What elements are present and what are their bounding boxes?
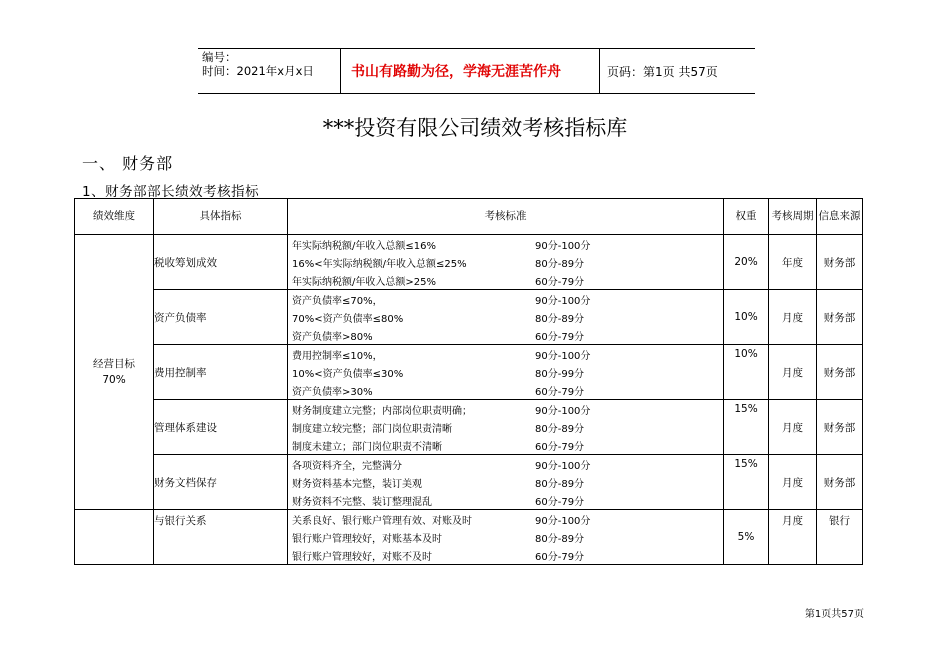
- criteria-score: 80分-89分: [535, 313, 585, 325]
- header-indicator: 具体指标: [154, 199, 288, 235]
- criteria-text: 10%<资产负债率≤30%: [292, 368, 404, 380]
- table-row: [75, 235, 863, 290]
- header-weight: 权重: [724, 199, 769, 235]
- criteria-text: 资产负债率>30%: [292, 386, 373, 398]
- criteria-score: 60分-79分: [535, 441, 585, 453]
- criteria-text: 费用控制率≤10%，: [292, 350, 383, 362]
- criteria-score: 90分-100分: [535, 515, 591, 527]
- criteria-score: 60分-79分: [535, 386, 585, 398]
- weight-cell: 10%: [724, 290, 769, 345]
- source-cell: 财务部: [817, 400, 863, 455]
- weight-cell: 15%: [724, 455, 769, 510]
- group-dimension-cell: [75, 235, 154, 510]
- criteria-score: 60分-79分: [535, 551, 585, 563]
- criteria-score: 90分-100分: [535, 460, 591, 472]
- kpi-table: [74, 198, 863, 565]
- table-row: [75, 290, 863, 345]
- criteria-cell: [288, 345, 724, 400]
- criteria-line: [288, 290, 723, 308]
- criteria-text: 年实际纳税额/年收入总额>25%: [292, 276, 436, 288]
- weight-cell: 15%: [724, 400, 769, 455]
- criteria-line: [288, 528, 723, 546]
- indicator-cell: 资产负债率: [154, 290, 288, 345]
- criteria-cell: [288, 235, 724, 290]
- criteria-text: 财务资料不完整、装订整理混乱: [292, 496, 432, 508]
- subsection-heading: 1、财务部部长绩效考核指标: [82, 184, 260, 200]
- criteria-line: [288, 235, 723, 253]
- criteria-line: [288, 455, 723, 473]
- criteria-score: 60分-79分: [535, 331, 585, 343]
- criteria-text: 关系良好、银行账户管理有效、对账及时: [292, 515, 472, 527]
- criteria-line: [288, 308, 723, 326]
- cycle-cell: 月度: [769, 510, 817, 565]
- header-meta: [202, 50, 314, 78]
- source-cell: 财务部: [817, 455, 863, 510]
- cycle-cell: 月度: [769, 290, 817, 345]
- header-source: 信息来源: [817, 199, 863, 235]
- criteria-text: 各项资料齐全，完整满分: [292, 460, 402, 472]
- cycle-cell: 月度: [769, 400, 817, 455]
- indicator-cell: 管理体系建设: [154, 400, 288, 455]
- criteria-line: [288, 326, 723, 344]
- header-dimension: 绩效维度: [75, 199, 154, 235]
- header-page-info: 页码：第1页 共57页: [607, 64, 718, 79]
- table-row: [75, 400, 863, 455]
- criteria-text: 银行账户管理较好，对账基本及时: [292, 533, 442, 545]
- criteria-score: 80分-89分: [535, 533, 585, 545]
- criteria-text: 16%<年实际纳税额/年收入总额≤25%: [292, 258, 467, 270]
- table-row: [75, 510, 863, 565]
- criteria-score: 90分-100分: [535, 295, 591, 307]
- table-row: [75, 455, 863, 510]
- criteria-line: [288, 436, 723, 454]
- group-dimension: 经营目标: [93, 358, 135, 370]
- indicator-cell: 财务文档保存: [154, 455, 288, 510]
- criteria-cell: [288, 455, 724, 510]
- cycle-cell: 月度: [769, 455, 817, 510]
- criteria-text: 制度未建立；部门岗位职责不清晰: [292, 441, 442, 453]
- criteria-score: 90分-100分: [535, 405, 591, 417]
- header-cycle: 考核周期: [769, 199, 817, 235]
- source-cell: 财务部: [817, 235, 863, 290]
- header-divider: [599, 49, 600, 93]
- criteria-text: 资产负债率>80%: [292, 331, 373, 343]
- criteria-score: 60分-79分: [535, 276, 585, 288]
- table-header-row: [75, 199, 863, 235]
- source-cell: 财务部: [817, 290, 863, 345]
- criteria-score: 90分-100分: [535, 350, 591, 362]
- page-header: [198, 48, 755, 94]
- criteria-score: 80分-89分: [535, 258, 585, 270]
- weight-cell: 20%: [724, 235, 769, 290]
- criteria-text: 年实际纳税额/年收入总额≤16%: [292, 240, 436, 252]
- indicator-cell: 税收筹划成效: [154, 235, 288, 290]
- criteria-line: [288, 271, 723, 289]
- criteria-text: 财务资料基本完整，装订美观: [292, 478, 422, 490]
- empty-dimension-cell: [75, 510, 154, 565]
- section-heading: 一、 财务部: [82, 154, 174, 173]
- criteria-text: 银行账户管理较好，对账不及时: [292, 551, 432, 563]
- source-cell: 银行: [817, 510, 863, 565]
- criteria-text: 资产负债率≤70%，: [292, 295, 383, 307]
- header-number-label: 编号：: [202, 50, 237, 64]
- criteria-line: [288, 345, 723, 363]
- criteria-line: [288, 510, 723, 528]
- criteria-score: 80分-89分: [535, 423, 585, 435]
- criteria-line: [288, 546, 723, 564]
- cycle-cell: 月度: [769, 345, 817, 400]
- criteria-line: [288, 363, 723, 381]
- criteria-line: [288, 491, 723, 509]
- document-title: ***投资有限公司绩效考核指标库: [322, 116, 628, 140]
- page-footer: 第1页共57页: [804, 609, 864, 620]
- criteria-score: 90分-100分: [535, 240, 591, 252]
- indicator-cell: 费用控制率: [154, 345, 288, 400]
- criteria-text: 70%<资产负债率≤80%: [292, 313, 404, 325]
- criteria-cell: [288, 290, 724, 345]
- cycle-cell: 年度: [769, 235, 817, 290]
- criteria-text: 财务制度建立完整；内部岗位职责明确；: [292, 405, 472, 417]
- criteria-score: 60分-79分: [535, 496, 585, 508]
- criteria-cell: [288, 400, 724, 455]
- weight-cell: 5%: [724, 510, 769, 565]
- criteria-score: 80分-89分: [535, 478, 585, 490]
- table-row: [75, 345, 863, 400]
- criteria-line: [288, 418, 723, 436]
- header-motto: 书山有路勤为径，学海无涯苦作舟: [351, 64, 561, 80]
- criteria-line: [288, 381, 723, 399]
- source-cell: 财务部: [817, 345, 863, 400]
- criteria-line: [288, 473, 723, 491]
- criteria-line: [288, 400, 723, 418]
- weight-cell: 10%: [724, 345, 769, 400]
- header-criteria: 考核标准: [288, 199, 724, 235]
- criteria-score: 80分-99分: [535, 368, 585, 380]
- criteria-line: [288, 253, 723, 271]
- header-time-label: 时间：2021年x月x日: [202, 64, 314, 78]
- group-weight: 70%: [102, 374, 126, 386]
- indicator-cell: 与银行关系: [154, 510, 288, 565]
- criteria-cell: [288, 510, 724, 565]
- criteria-text: 制度建立较完整；部门岗位职责清晰: [292, 423, 452, 435]
